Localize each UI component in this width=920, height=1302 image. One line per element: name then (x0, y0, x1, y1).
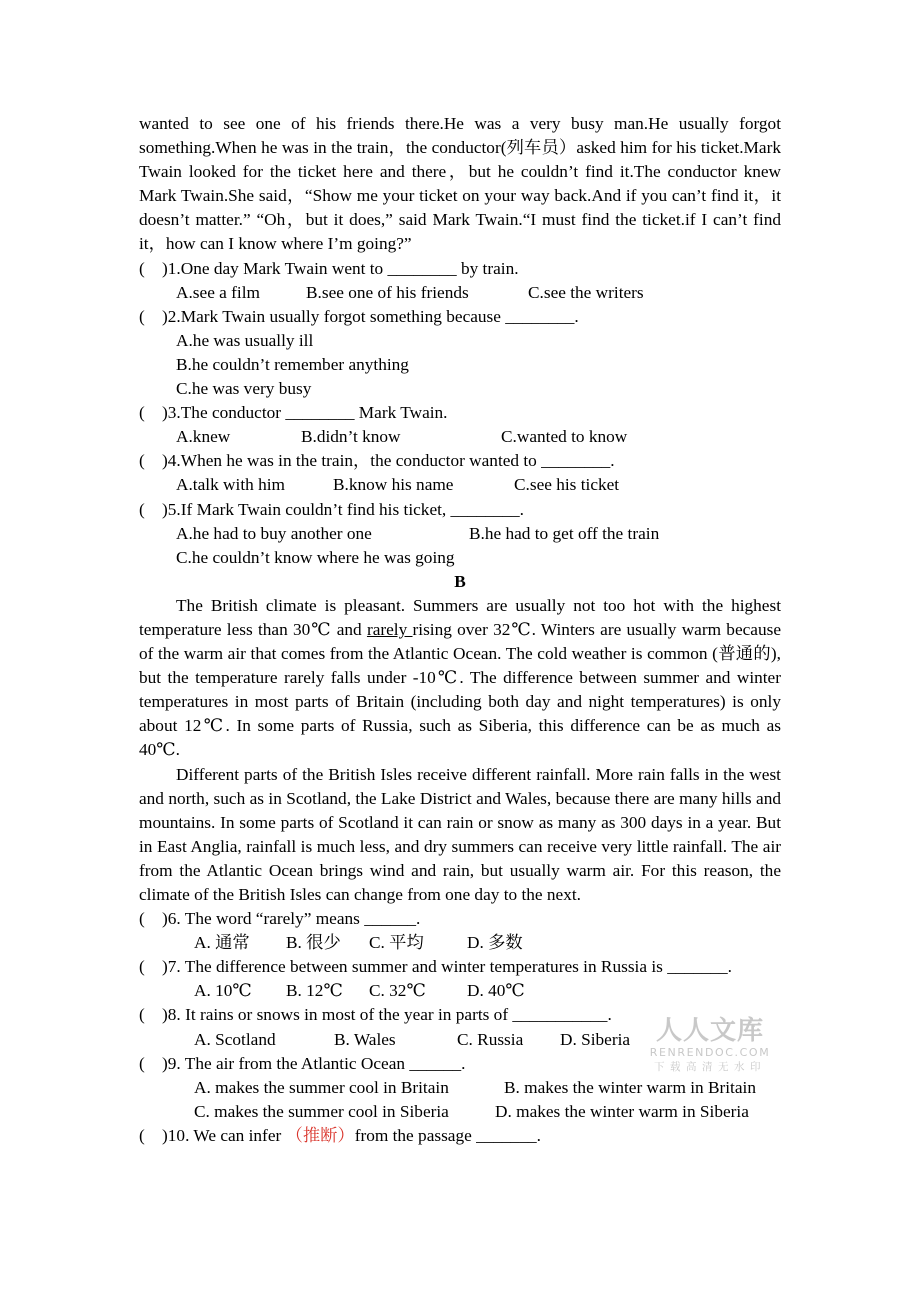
answer-option[interactable]: A.he had to buy another one (176, 523, 372, 543)
passage-b-paragraph-2: Different parts of the British Isles receive different rainfall. More rain falls in the west and north, such as in Scotland, the Lake District and Wales, because there are many hills and mountains. In some parts of Scotland it can rain or snow as many as 300 days in a year. But in East Anglia, rainfall is much less, and dry summers can receive very little rainfall. The air from the Atlantic Ocean brings wind and rain, but usually warm air. For this reason, the climate of the British Isles can change from one day to the next. (139, 764, 781, 904)
a-question-1: ( )1.One day Mark Twain went to ________ by train. (139, 258, 519, 278)
answer-option[interactable]: A. 通常 (194, 933, 250, 953)
a-question-3: ( )3.The conductor ________ Mark Twain. (139, 403, 448, 423)
option-row (139, 281, 781, 305)
passage-b-p1-start: The British climate is pleasant. Summers are usually not too hot with the highest temperature less than 30℃ and (139, 595, 781, 639)
option-row (139, 377, 781, 401)
question-10-start: ( )10. We can infer (139, 1125, 286, 1145)
question-10 (139, 1124, 781, 1148)
answer-option[interactable]: B.see one of his friends (306, 282, 469, 302)
b-question-4: ( )9. The air from the Atlantic Ocean ______. (139, 1053, 466, 1073)
option-row (139, 931, 781, 955)
question-10-end: from the passage _______. (354, 1125, 541, 1145)
questions-a (139, 257, 781, 570)
answer-option[interactable]: B. makes the winter warm in Britain (504, 1077, 756, 1097)
option-row (139, 546, 781, 570)
watermark (648, 1016, 772, 1074)
answer-option[interactable]: C.he was very busy (176, 379, 312, 399)
answer-option[interactable]: A.see a film (176, 282, 260, 302)
answer-option[interactable]: C. 32℃ (369, 981, 426, 1001)
a-question-4: ( )4.When he was in the train，the conductor wanted to ________. (139, 451, 615, 471)
b-question-3: ( )8. It rains or snows in most of the year in parts of ___________. (139, 1005, 612, 1025)
answer-option[interactable]: D. Siberia (560, 1029, 631, 1049)
option-row (139, 353, 781, 377)
answer-option[interactable]: B.he couldn’t remember anything (176, 354, 409, 374)
answer-option[interactable]: C.see the writers (528, 282, 644, 302)
watermark-domain: RENRENDOC.COM (649, 1046, 771, 1059)
a-question-5: ( )5.If Mark Twain couldn’t find his ticket, ________. (139, 499, 524, 519)
document-page (139, 112, 781, 1148)
answer-option[interactable]: B. 12℃ (286, 981, 343, 1001)
b-question-2: ( )7. The difference between summer and winter temperatures in Russia is _______. (139, 957, 732, 977)
option-row (139, 425, 781, 449)
answer-option[interactable]: C.see his ticket (514, 475, 620, 495)
answer-option[interactable]: A.knew (176, 427, 231, 447)
answer-option[interactable]: D. makes the winter warm in Siberia (495, 1101, 749, 1121)
passage-b-paragraph-1 (139, 594, 781, 763)
passage-b-p1-end: rising over 32℃. Winters are usually warm because of the warm air that comes from the Atlantic Ocean. The cold weather is common (普通的), but the temperature rarely falls under -10℃. The difference between summer and winter temperatures in most parts of Britain (including both day and night temperatures) is only about 12℃. In some parts of Russia, such as Siberia, this difference can be as much as 40℃. (139, 619, 781, 760)
answer-option[interactable]: A. Scotland (194, 1029, 276, 1049)
answer-option[interactable]: C.wanted to know (501, 427, 628, 447)
answer-option[interactable]: B. Wales (334, 1029, 396, 1049)
answer-option[interactable]: A.talk with him (176, 475, 285, 495)
option-row (139, 979, 781, 1003)
answer-option[interactable]: C.he couldn’t know where he was going (176, 547, 455, 567)
answer-option[interactable]: B.didn’t know (301, 427, 401, 447)
answer-option[interactable]: C. 平均 (369, 933, 424, 953)
answer-option[interactable]: D. 多数 (467, 933, 523, 953)
underlined-word-rarely: rarely (366, 619, 413, 639)
answer-option[interactable]: A. makes the summer cool in Britain (194, 1077, 449, 1097)
option-row (139, 329, 781, 353)
a-question-2: ( )2.Mark Twain usually forgot something because ________. (139, 306, 579, 326)
answer-option[interactable]: A. 10℃ (194, 981, 252, 1001)
answer-option[interactable]: D. 40℃ (467, 981, 525, 1001)
b-question-1: ( )6. The word “rarely” means ______. (139, 909, 421, 929)
passage-a-tail: wanted to see one of his friends there.He was a very busy man.He usually forgot something.When he was in the train，the conductor(列车员）asked him for his ticket.Mark Twain looked for the ticket here and there，but he couldn’t find it.The conductor knew Mark Twain.She said，“Show me your ticket on your way back.And if you can’t find it，it doesn’t matter.” “Oh，but it does,” said Mark Twain.“I must find the ticket.if I can’t find it，how can I know where I’m going?” (139, 114, 781, 254)
option-row (139, 1076, 781, 1100)
option-row (139, 522, 781, 546)
answer-option[interactable]: B. 很少 (286, 933, 341, 953)
answer-option[interactable]: C. makes the summer cool in Siberia (194, 1101, 449, 1121)
option-row (139, 1100, 781, 1124)
watermark-slogan: 下载高清无水印 (654, 1061, 766, 1073)
section-b-heading: B (454, 571, 466, 591)
option-row (139, 473, 781, 497)
answer-option[interactable]: C. Russia (457, 1029, 524, 1049)
answer-option[interactable]: B.he had to get off the train (469, 523, 660, 543)
watermark-title: 人人文库 (655, 1016, 764, 1046)
question-10-gloss: （推断） (285, 1125, 355, 1145)
answer-option[interactable]: B.know his name (333, 475, 454, 495)
answer-option[interactable]: A.he was usually ill (176, 330, 314, 350)
